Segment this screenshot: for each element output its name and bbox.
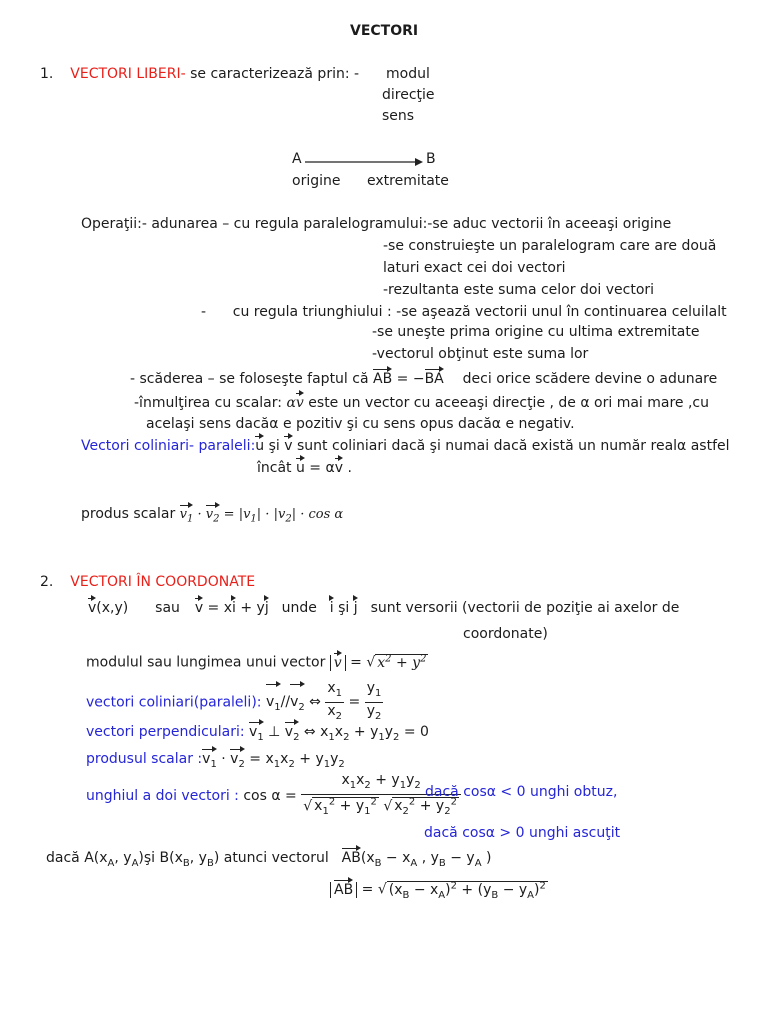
ops-line-9 bbox=[134, 394, 709, 412]
colinear-label: Vectori coliniari- paraleli: bbox=[81, 438, 256, 454]
coords-sau: sau bbox=[155, 600, 180, 616]
scalar-product-line bbox=[81, 505, 343, 529]
ops-line-5: - cu regula triunghiului : -se aşează vectorii unul în continuarea celuilalt bbox=[201, 304, 727, 320]
formula-perp: $v_1$ ⊥ $v_2$ ⇔ $x_1x_2 + y_1y_2 = 0$ bbox=[249, 724, 429, 740]
colinear-text: sunt coliniari dacă şi numai dacă există un număr realα astfel bbox=[297, 438, 730, 454]
formula-scalar-product: $v_1 \cdot v_2 = |v_1| \cdot |v_2| \cdot \cos \alpha$ bbox=[180, 507, 344, 522]
origin-label: origine bbox=[292, 173, 341, 189]
colinear-coords-label: vectori coliniari(paraleli): bbox=[86, 694, 262, 711]
formula-modul: v = √ $x^2 + y^2$ bbox=[330, 654, 429, 671]
formula-alpha-v: αv bbox=[286, 395, 304, 411]
page-title: VECTORI bbox=[350, 23, 419, 39]
coords-rest: sunt versorii (vectorii de poziţie ai axelor de bbox=[370, 600, 680, 616]
section1-number: 1. bbox=[40, 66, 54, 82]
ops-line-10: acelaşi sens dacăα e pozitiv şi cu sens opus dacăα e negativ. bbox=[146, 416, 575, 432]
ops-line-3: laturi exact cei doi vectori bbox=[383, 260, 566, 276]
arrow-ab-icon bbox=[305, 156, 423, 168]
versor-j: j bbox=[353, 600, 358, 616]
ops-line-8b: deci orice scădere devine o adunare bbox=[462, 371, 718, 387]
versor-i: i bbox=[329, 600, 334, 616]
formula-ab-length: AB = √ $(x_B - x_A)^2 + (y_B - y_A)^2$ bbox=[330, 877, 548, 904]
modul-line bbox=[86, 650, 428, 672]
ops-line-9b: este un vector cu aceeaşi direcţie , de α ori mai mare ,cu bbox=[308, 395, 710, 411]
end-label: extremitate bbox=[367, 173, 449, 189]
formula-u-alpha-v: u = αv . bbox=[295, 460, 352, 476]
formula-point-a: $A(x_A$, $y_A$) bbox=[84, 850, 144, 869]
angle-acute: dacă cosα > 0 unghi ascuţit bbox=[424, 825, 621, 841]
ops-line-1: Operaţii:- adunarea – cu regula paralelogramului:-se aduc vectorii în aceeaşi origine bbox=[81, 216, 672, 232]
perp-line bbox=[86, 723, 429, 747]
points-line bbox=[46, 849, 491, 873]
coords-line bbox=[88, 599, 679, 617]
point-b: B bbox=[426, 151, 436, 167]
section1-header bbox=[40, 65, 359, 83]
formula-v-xi-yj: v = xi + yj bbox=[194, 600, 269, 616]
prop-modul: modul bbox=[386, 66, 430, 82]
section2-heading: VECTORI ÎN COORDONATE bbox=[70, 574, 256, 590]
formula-colinear: $v_1//v_2$ ⇔ $\frac{x_1}{x_2}$ = $\frac{y_1}{y_2}$ bbox=[266, 694, 383, 710]
formula-point-b: $B(x_B$, $y_B$) bbox=[159, 850, 220, 869]
prop-sens: sens bbox=[382, 108, 415, 124]
section2-header bbox=[40, 573, 255, 591]
section2-number: 2. bbox=[40, 574, 54, 590]
perp-label: vectori perpendiculari: bbox=[86, 724, 245, 740]
ops-line-8 bbox=[130, 370, 717, 388]
points-daca: dacă bbox=[46, 850, 80, 866]
formula-v-xy: v(x,y) bbox=[88, 600, 129, 616]
ops-line-8a: - scăderea – se foloseşte faptul că bbox=[130, 371, 369, 387]
scalar-coords-label: produsul scalar : bbox=[86, 751, 203, 767]
modul-label: modulul sau lungimea unui vector bbox=[86, 654, 326, 671]
section1-heading: VECTORI LIBERI- bbox=[70, 66, 186, 82]
point-a: A bbox=[292, 151, 302, 167]
coords-si: şi bbox=[338, 600, 350, 616]
points-atunci: atunci vectorul bbox=[223, 850, 329, 866]
ops-line-6: -se uneşte prima origine cu ultima extremitate bbox=[372, 324, 700, 340]
formula-scalar-coords: $v_1 \cdot v_2 = x_1x_2 + y_1y_2$ bbox=[202, 751, 345, 767]
angle-line bbox=[86, 772, 461, 820]
colinear-line bbox=[81, 437, 730, 455]
prop-directie: direcţie bbox=[382, 87, 435, 103]
formula-ab-minus-ba: AB = −BA bbox=[373, 371, 444, 387]
colinear-coords-line bbox=[86, 680, 383, 725]
coords-unde: unde bbox=[281, 600, 317, 616]
angle-obtuse: dacă cosα < 0 unghi obtuz, bbox=[425, 784, 618, 800]
ops-line-4: -rezultanta este suma celor doi vectori bbox=[383, 282, 655, 298]
section1-intro: se caracterizează prin: - bbox=[190, 66, 360, 82]
ops-line-7: -vectorul obţinut este suma lor bbox=[372, 346, 589, 362]
scalar-product-label: produs scalar bbox=[81, 506, 176, 522]
ops-line-9a: -înmulţirea cu scalar: bbox=[134, 395, 282, 411]
formula-u-si-v: u şi v bbox=[255, 438, 293, 454]
formula-vector-ab: $AB(x_B - x_A$ , $y_B - y_A$ ) bbox=[341, 850, 492, 869]
colinear-text-2: încât bbox=[257, 460, 292, 476]
points-si: şi bbox=[143, 850, 156, 866]
colinear-line-2 bbox=[257, 459, 352, 477]
formula-angle: cos α = $\frac{x_1x_2 + y_1y_2}{√ x_1^2 + y_1^2 √ x_2^2 + y_2^2}$ bbox=[243, 788, 461, 804]
ops-line-2: -se construieşte un paralelogram care are două bbox=[383, 238, 717, 254]
angle-label: unghiul a doi vectori : bbox=[86, 788, 239, 805]
scalar-coords-line bbox=[86, 750, 345, 774]
coords-line-cont: coordonate) bbox=[463, 626, 548, 642]
